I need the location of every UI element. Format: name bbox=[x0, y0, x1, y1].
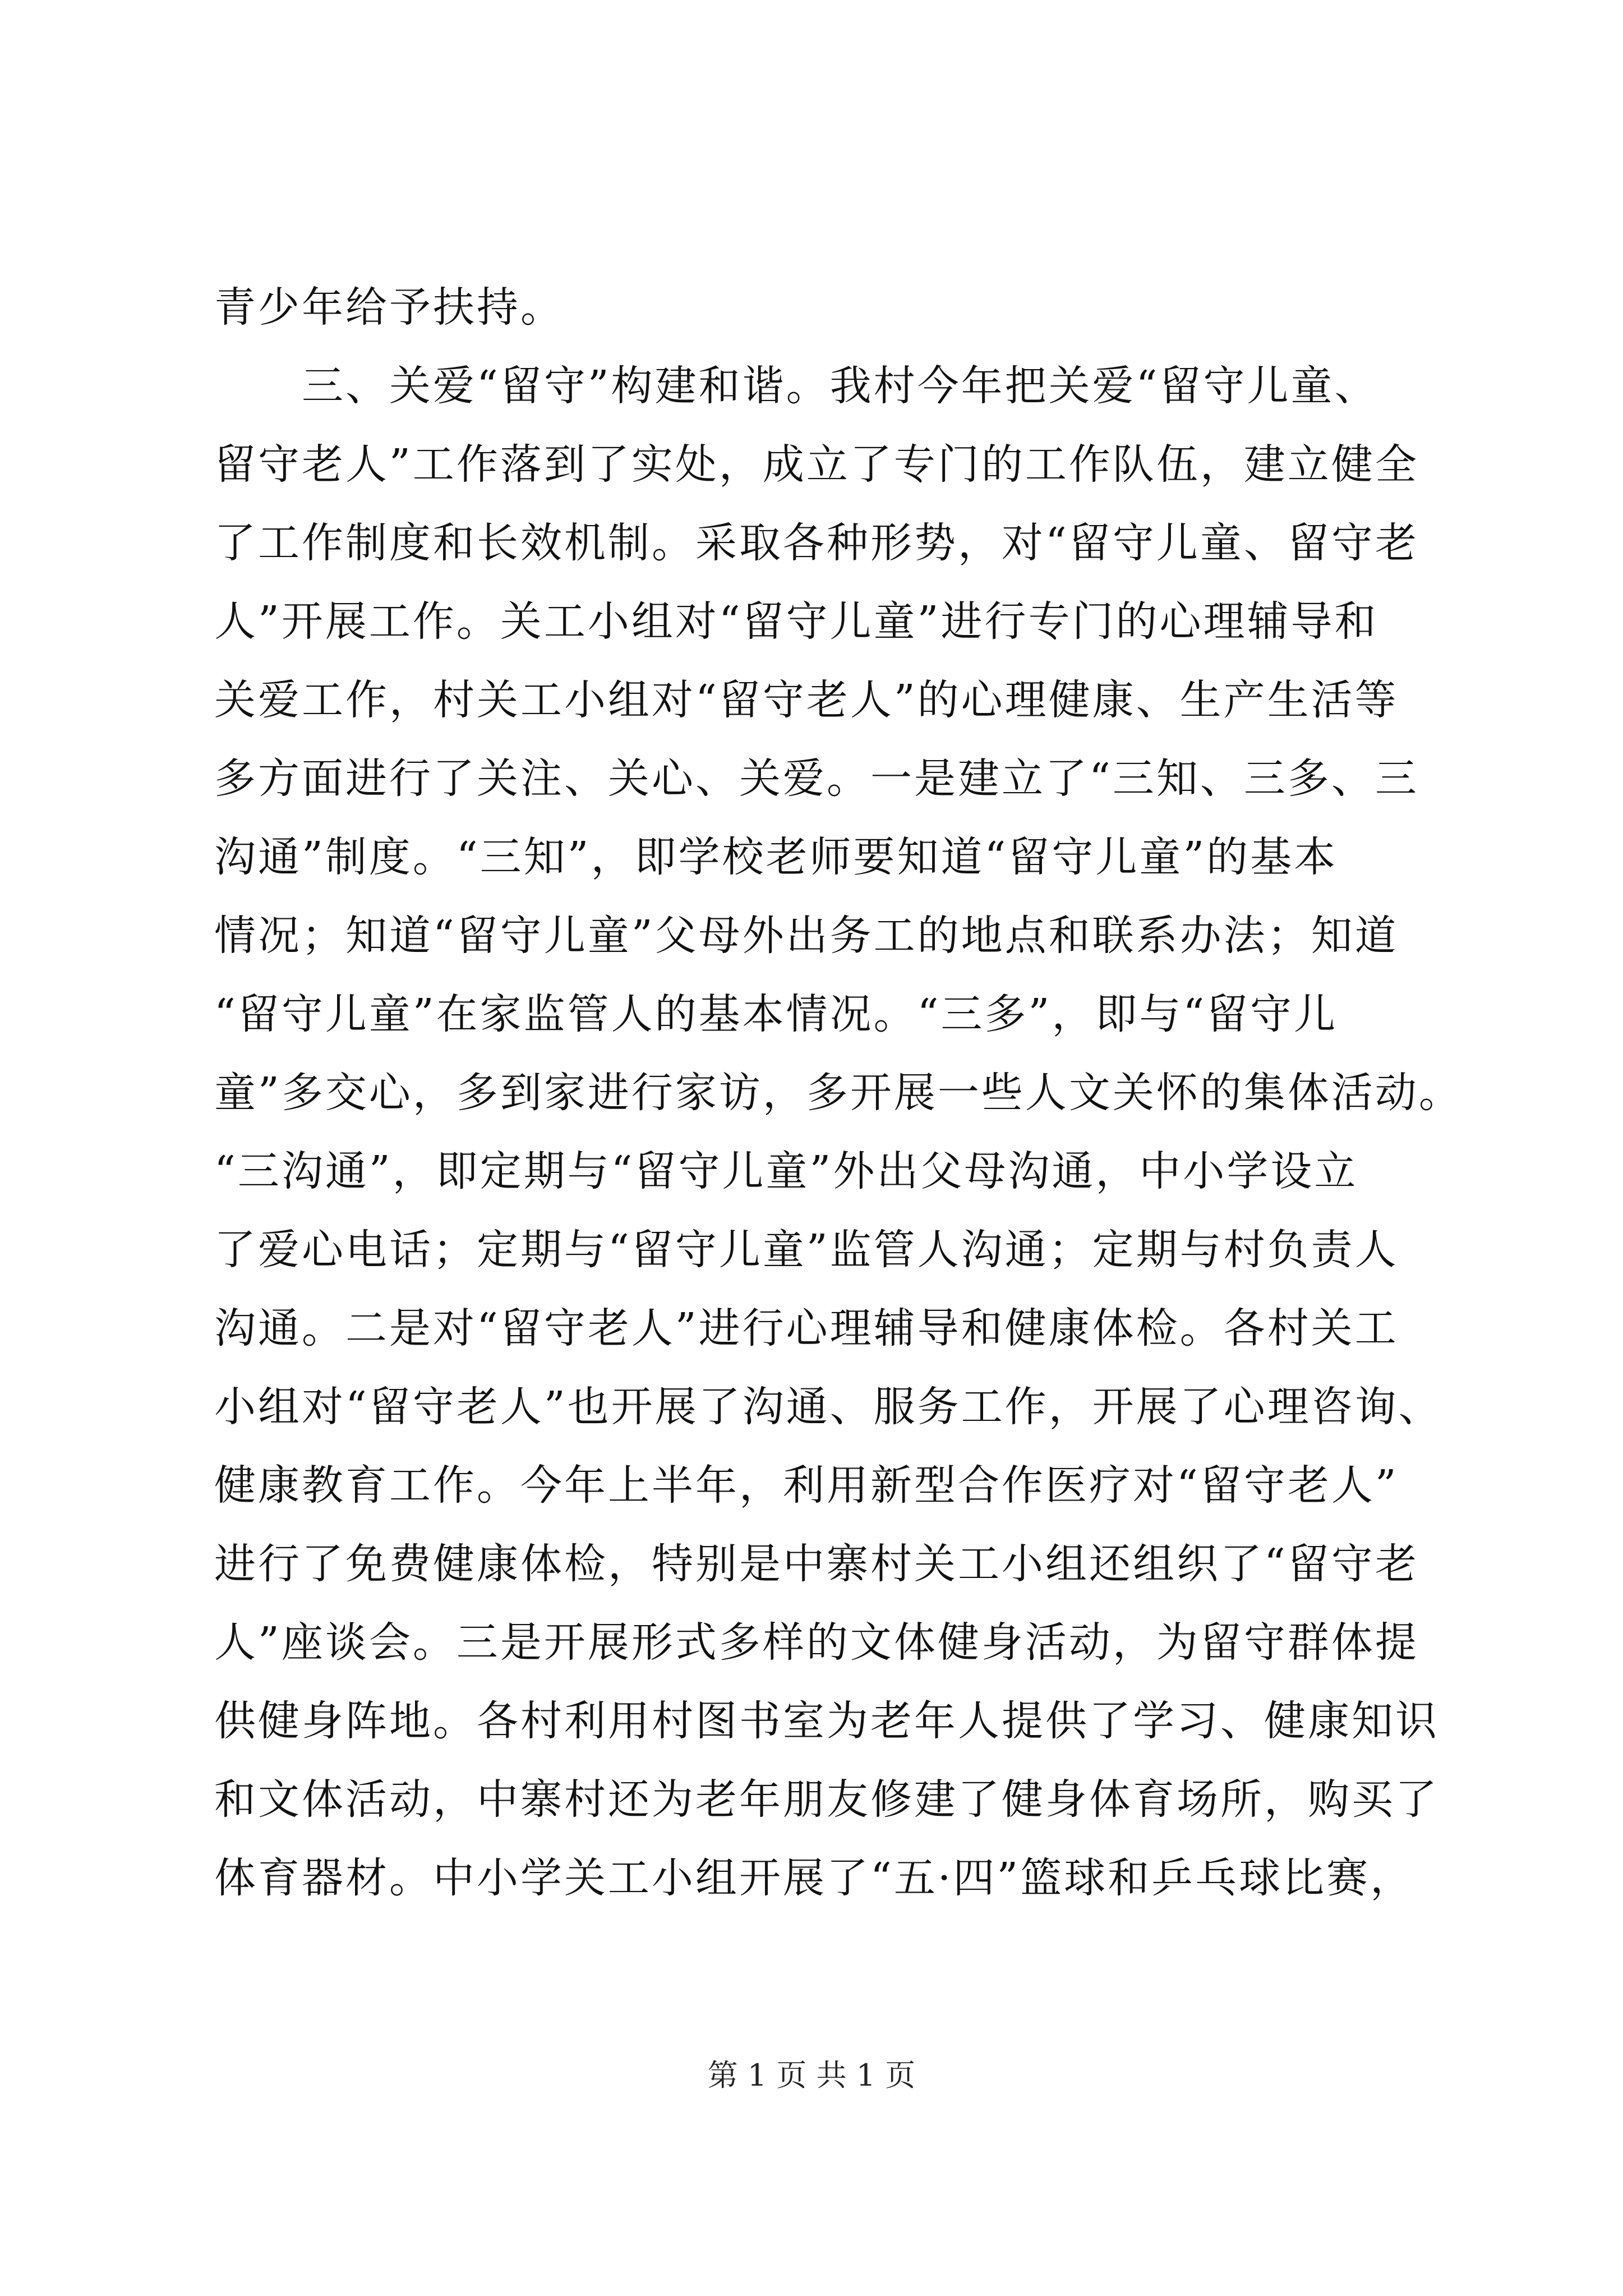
text-line: 人”开展工作。关工小组对“留守儿童”进行专门的心理辅导和 bbox=[214, 597, 1378, 646]
text-line: 青少年给予扶持。 bbox=[214, 283, 564, 332]
text-line: 沟通”制度。“三知”，即学校老师要知道“留守儿童”的基本 bbox=[214, 833, 1338, 881]
text-line: 留守老人”工作落到了实处，成立了专门的工作队伍，建立健全 bbox=[214, 440, 1419, 489]
text-line: 关爱工作，村关工小组对“留守老人”的心理健康、生产生活等 bbox=[214, 676, 1399, 724]
text-line: 沟通。二是对“留守老人”进行心理辅导和健康体检。各村关工 bbox=[214, 1304, 1399, 1352]
text-line: 体育器材。中小学关工小组开展了“五·四”篮球和乒乓球比赛， bbox=[214, 1854, 1414, 1902]
text-line: 了爱心电话；定期与“留守儿童”监管人沟通；定期与村负责人 bbox=[214, 1226, 1399, 1274]
page-number-footer: 第 1 页 共 1 页 bbox=[707, 2058, 916, 2093]
text-line: 小组对“留守老人”也开展了沟通、服务工作，开展了心理咨询、 bbox=[214, 1383, 1442, 1431]
text-line: 健康教育工作。今年上半年，利用新型合作医疗对“留守老人” bbox=[214, 1461, 1399, 1510]
text-line: 多方面进行了关注、关心、关爱。一是建立了“三知、三多、三 bbox=[214, 754, 1419, 803]
text-line: 和文体活动，中寨村还为老年朋友修建了健身体育场所，购买了 bbox=[214, 1775, 1439, 1824]
text-line: “留守儿童”在家监管人的基本情况。“三多”，即与“留守儿 bbox=[214, 990, 1338, 1038]
text-line: 童”多交心，多到家进行家访，多开展一些人文关怀的集体活动。 bbox=[214, 1069, 1463, 1117]
text-line: 供健身阵地。各村利用村图书室为老年人提供了学习、健康知识 bbox=[214, 1697, 1439, 1745]
text-line: 三、关爱“留守”构建和谐。我村今年把关爱“留守儿童、 bbox=[214, 362, 1378, 410]
text-line: 情况；知道“留守儿童”父母外出务工的地点和联系办法；知道 bbox=[214, 912, 1399, 960]
body-text bbox=[214, 268, 1463, 1917]
text-line: 了工作制度和长效机制。采取各种形势，对“留守儿童、留守老 bbox=[214, 519, 1419, 567]
text-line: 人”座谈会。三是开展形式多样的文体健身活动，为留守群体提 bbox=[214, 1618, 1419, 1667]
text-line: “三沟通”，即定期与“留守儿童”外出父母沟通，中小学设立 bbox=[214, 1147, 1358, 1195]
text-line: 进行了免费健康体检，特别是中寨村关工小组还组织了“留守老 bbox=[214, 1540, 1419, 1588]
